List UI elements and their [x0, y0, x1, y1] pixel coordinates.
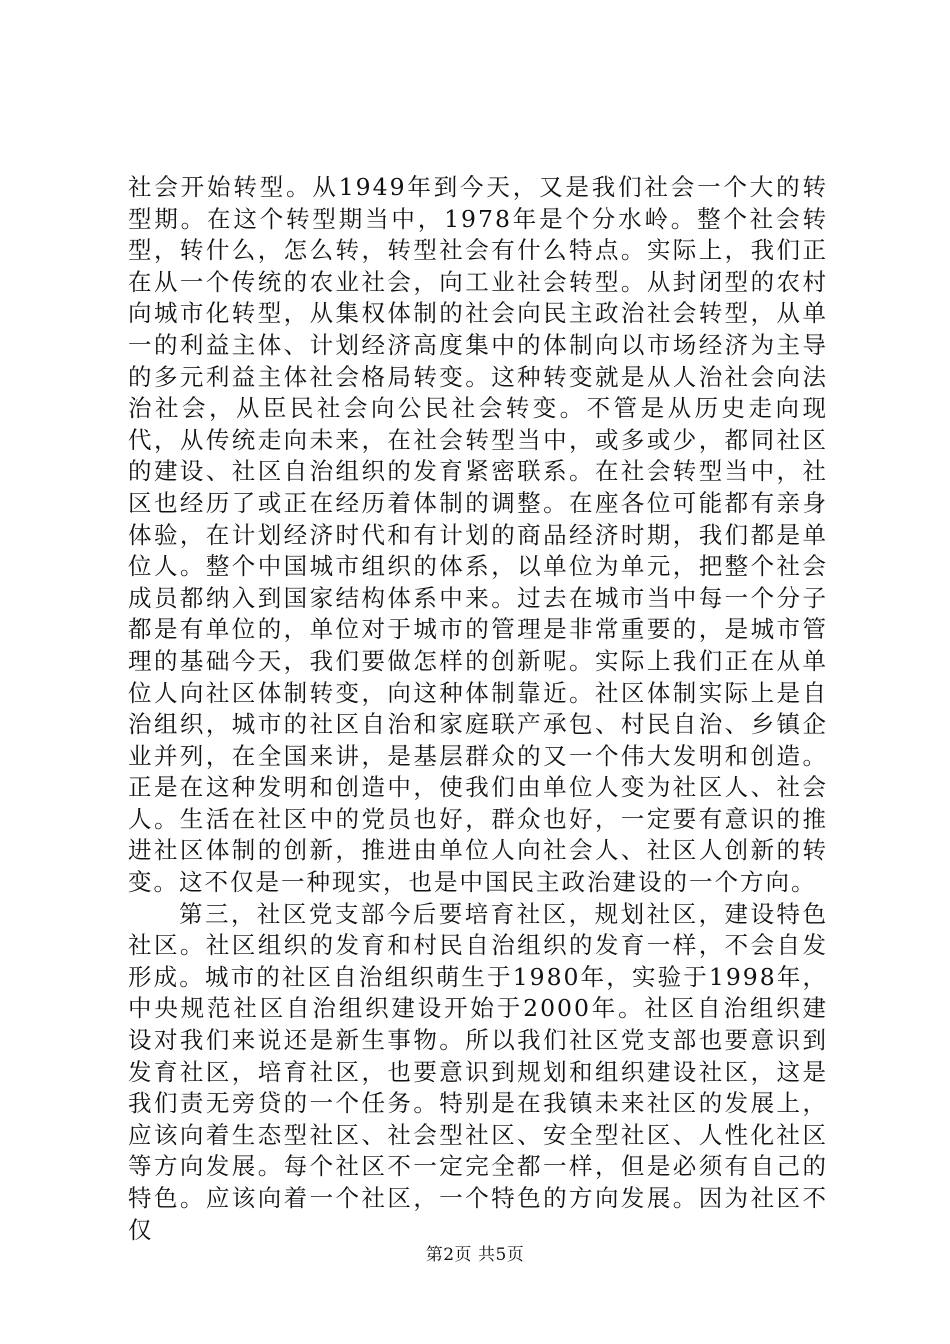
body-text — [128, 172, 828, 1246]
paragraph-third-point: 第三，社区党支部今后要培育社区，规划社区，建设特色社区。社区组织的发育和村民自治组织的发育一样，不会自发形成。城市的社区自治组织萌生于1980年，实验于1998年，中央规范社区自治组织建设开始于2000年。社区自治组织建设对我们来说还是新生事物。所以我们社区党支部也要意识到发育社区，培育社区，也要意识到规划和组织建设社区，这是我们责无旁贷的一个任务。特别是在我镇未来社区的发展上，应该向着生态型社区、社会型社区、安全型社区、人性化社区等方向发展。每个社区不一定完全都一样，但是必须有自己的特色。应该向着一个社区，一个特色的方向发展。因为社区不仅 — [128, 899, 828, 1244]
page-footer: 第2页 共5页 — [425, 1245, 525, 1265]
paragraph-social-transition: 社会开始转型。从1949年到今天，又是我们社会一个大的转型期。在这个转型期当中，1978年是个分水岭。整个社会转型，转什么，怎么转，转型社会有什么特点。实际上，我们正在从一个传统的农业社会，向工业社会转型。从封闭型的农村向城市化转型，从集权体制的社会向民主政治社会转型，从单一的利益主体、计划经济高度集中的体制向以市场经济为主导的多元利益主体社会格局转变。这种转变就是从人治社会向法治社会，从臣民社会向公民社会转变。不管是从历史走向现代，从传统走向未来，在社会转型当中，或多或少，都同社区的建设、社区自治组织的发育紧密联系。在社会转型当中，社区也经历了或正在经历着体制的调整。在座各位可能都有亲身体验，在计划经济时代和有计划的商品经济时期，我们都是单位人。整个中国城市组织的体系，以单位为单元，把整个社会成员都纳入到国家结构体系中来。过去在城市当中每一个分子都是有单位的，单位对于城市的管理是非常重要的，是城市管理的基础今天，我们要做怎样的创新呢。实际上我们正在从单位人向社区体制转变，向这种体制靠近。社区体制实际上是自治组织，城市的社区自治和家庭联产承包、村民自治、乡镇企业并列，在全国来讲，是基层群众的又一个伟大发明和创造。正是在这种发明和创造中，使我们由单位人变为社区人、社会人。生活在社区中的党员也好，群众也好，一定要有意识的推进社区体制的创新，推进由单位人向社会人、社区人创新的转变。这不仅是一种现实，也是中国民主政治建设的一个方向。 — [128, 173, 828, 897]
